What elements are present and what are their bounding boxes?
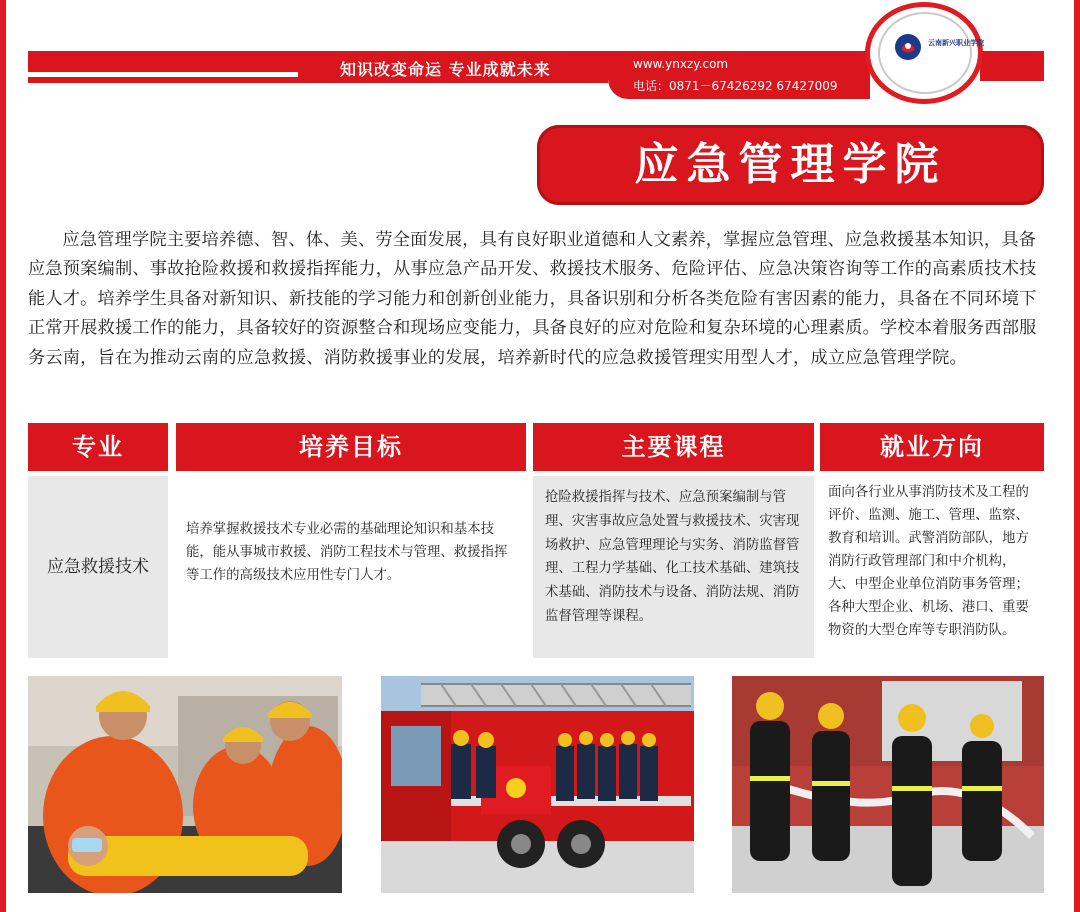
header-major: 专业 — [28, 423, 168, 471]
header-courses: 主要课程 — [533, 423, 814, 471]
page-title: 应急管理学院 — [634, 139, 947, 190]
major-cell: 应急救援技术 — [28, 476, 168, 658]
intro-paragraph: 应急管理学院主要培养德、智、体、美、劳全面发展，具有良好职业道德和人文素养，掌握应急管理、应急救援基本知识，具备应急预案编制、事故抢险救援和救援指挥能力，从事应急产品开发、救援技术服务、危险评估、应急决策咨询等工作的高素质技术技能人才。培养学生具备对新知识、新技能的学习能力和创新创业能力，具备识别和分析各类危险有害因素的能力，具备在不同环境下正常开展救援工作的能力，具备较好的资源整合和现场应变能力，具备良好的应对危险和复杂环境的心理素质。学校本着服务西部服务云南，旨在为推动云南的应急救援、消防救援事业的发展，培养新时代的应急救援管理实用型人才，成立应急管理学院。 — [28, 230, 1037, 368]
goal-cell: 培养掌握救援技术专业必需的基础理论知识和基本技能，能从事城市救援、消防工程技术与管理、救援指挥等工作的高级技术应用性专门人才。 — [186, 522, 508, 583]
header-career: 就业方向 — [820, 423, 1044, 471]
phone-number: 电话：0871－67426292 67427009 — [633, 79, 838, 93]
left-border — [0, 0, 6, 912]
header-goal: 培养目标 — [176, 423, 526, 471]
header-band-right — [980, 51, 1044, 81]
slogan: 知识改变命运 专业成就未来 — [340, 60, 551, 79]
right-border — [1074, 0, 1080, 912]
logo-text: 云南新兴职业学院 — [928, 39, 984, 47]
college-logo-icon — [893, 32, 923, 62]
courses-cell: 抢险救援指挥与技术、应急预案编制与管理、灾害事故应急处置与救援技术、灾害现场救护、应急管理理论与实务、消防监督管理、工程力学基础、化工技术基础、建筑技术基础、消防技术与设备、消防法规、消防监督管理等课程。 — [533, 476, 814, 658]
photo-rescue-training — [28, 676, 342, 893]
website-link[interactable]: www.ynxzy.com — [633, 57, 729, 71]
header-divider — [28, 72, 298, 77]
photo-firefighters-drill — [732, 676, 1044, 893]
career-cell: 面向各行业从事消防技术及工程的评价、监测、施工、管理、监察、教育和培训。武警消防部队，地方消防行政管理部门和中介机构，大、中型企业单位消防事务管理；各种大型企业、机场、港口、重要物资的大型仓库等专职消防队。 — [828, 485, 1029, 638]
photo-fire-truck-team — [381, 676, 694, 893]
